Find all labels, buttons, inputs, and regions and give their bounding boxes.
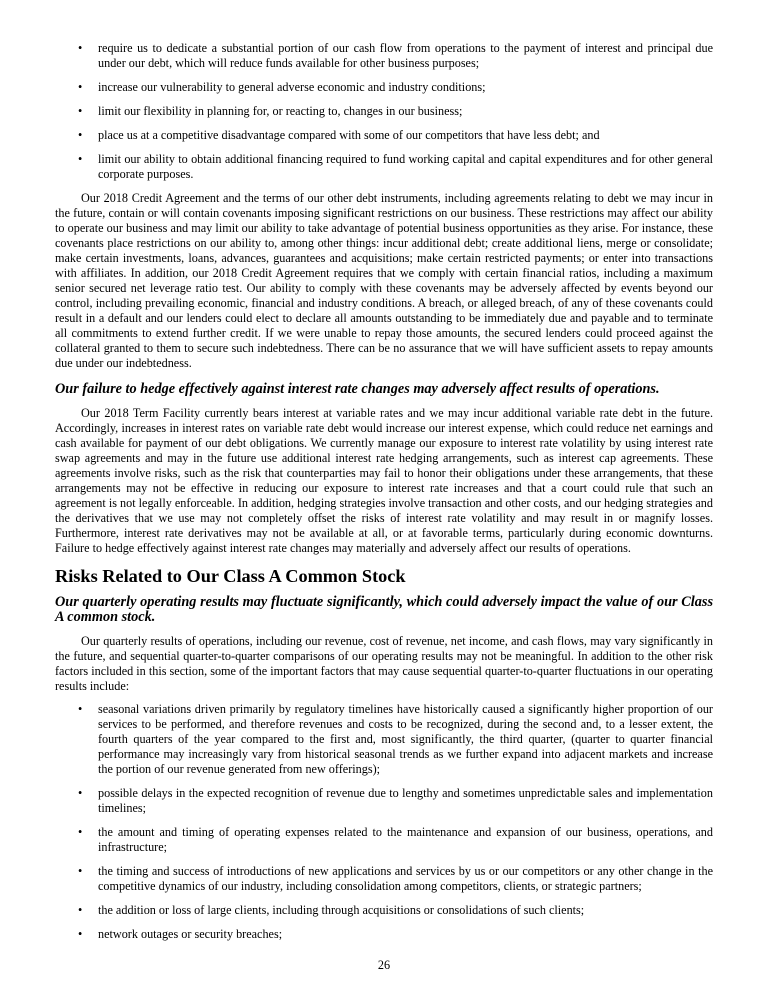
- bullet-marker: •: [78, 864, 83, 878]
- bullet-text: the timing and success of introductions of new applications and services by us or our competitors or any other change in the competitive dynamics of our industry, including consolidation among competitors, clients, or strategic partners;: [98, 864, 713, 893]
- bullet-text: increase our vulnerability to general adverse economic and industry conditions;: [98, 80, 486, 94]
- bullet-marker: •: [78, 702, 83, 716]
- bullet-marker: •: [78, 825, 83, 839]
- risk-heading-hedging: Our failure to hedge effectively against interest rate changes may adversely affect results of operations.: [55, 381, 660, 397]
- bullet-text: limit our ability to obtain additional financing required to fund working capital and capital expenditures and for other general corporate purposes.: [98, 152, 713, 181]
- bullet-item: [75, 702, 713, 777]
- bullet-list-debt-consequences: [55, 41, 713, 182]
- bullet-marker: •: [78, 786, 83, 800]
- bullet-item: [75, 927, 713, 942]
- bullet-marker: •: [78, 80, 83, 94]
- bullet-item: [75, 128, 713, 143]
- bullet-item: [75, 80, 713, 95]
- bullet-text: the addition or loss of large clients, including through acquisitions or consolidations of such clients;: [98, 903, 585, 917]
- section-heading-class-a-stock: Risks Related to Our Class A Common Stock: [55, 566, 406, 586]
- bullet-item: [75, 41, 713, 71]
- bullet-text: place us at a competitive disadvantage compared with some of our competitors that have less debt; and: [98, 128, 600, 142]
- paragraph-credit-agreement: Our 2018 Credit Agreement and the terms of our other debt instruments, including agreements relating to debt we may incur in the future, contain or will contain covenants imposing significant restrictions on our business. These restrictions may affect our ability to operate our business and may limit our ability to take advantage of potential business opportunities as they arise. For instance, these covenants place restrictions on our ability to, among other things: incur additional debt; create additional liens, merge or consolidate; make certain investments, loans, advances, guarantees and acquisitions; make certain restricted payments; or enter into transactions with affiliates. In addition, our 2018 Credit Agreement requires that we comply with certain financial ratios, including a maximum senior secured net leverage ratio test. Our ability to comply with these covenants may be adversely affected by events beyond our control, including prevailing economic, financial and industry conditions. A breach, or alleged breach, of any of these covenants could result in a default and our lenders could elect to declare all amounts outstanding to be immediately due and payable and to terminate all commitments to extend further credit. If we were unable to repay those amounts, the secured lenders could proceed against the collateral granted to them to secure such indebtedness. There can be no assurance that we will have sufficient assets to repay amounts due under our indebtedness.: [55, 191, 713, 370]
- page-number: 26: [377, 958, 391, 972]
- bullet-text: network outages or security breaches;: [98, 927, 283, 941]
- bullet-text: require us to dedicate a substantial portion of our cash flow from operations to the payment of interest and principal due under our debt, which will reduce funds available for other business purposes;: [98, 41, 713, 70]
- bullet-list-quarterly-factors: [55, 702, 713, 942]
- bullet-text: the amount and timing of operating expenses related to the maintenance and expansion of our business, operations, and infrastructure;: [98, 825, 713, 854]
- bullet-marker: •: [78, 41, 83, 55]
- bullet-item: [75, 825, 713, 855]
- paragraph-hedging: Our 2018 Term Facility currently bears interest at variable rates and we may incur additional variable rate debt in the future. Accordingly, increases in interest rates on variable rate debt would increase our interest expense, which could reduce net earnings and cash available for payment of our debt obligations. We currently manage our exposure to interest rate volatility by using interest rate swap agreements and may in the future use additional interest rate hedging arrangements, such as interest cap agreements. These agreements involve risks, such as the risk that counterparties may fail to honor their obligations under these arrangements, that these arrangements may not be effective in reducing our exposure to interest rate increases and that a court could rule that such an agreement is not legally enforceable. In addition, hedging strategies involve transaction and other costs, and our hedging strategies and the derivatives that we use may not completely offset the risks of interest rate volatility and may result in or magnify losses. Furthermore, interest rate derivatives may not be available at all, or at favorable terms, particularly during economic downturns. Failure to hedge effectively against interest rate changes may materially and adversely affect our results of operations.: [55, 406, 713, 555]
- page-footer: [0, 958, 768, 973]
- bullet-item: [75, 903, 713, 918]
- paragraph-quarterly-results: Our quarterly results of operations, including our revenue, cost of revenue, net income, and cash flows, may vary significantly in the future, and sequential quarter-to-quarter comparisons of our operating results may not be meaningful. In addition to the other risk factors included in this section, some of the important factors that may cause sequential quarter-to-quarter fluctuations in our operating results include:: [55, 634, 713, 693]
- bullet-marker: •: [78, 104, 83, 118]
- bullet-text: limit our flexibility in planning for, or reacting to, changes in our business;: [98, 104, 463, 118]
- bullet-item: [75, 864, 713, 894]
- bullet-marker: •: [78, 927, 83, 941]
- bullet-marker: •: [78, 128, 83, 142]
- bullet-marker: •: [78, 152, 83, 166]
- risk-heading-quarterly-results: Our quarterly operating results may fluctuate significantly, which could adversely impact the value of our Class A common stock.: [55, 594, 713, 625]
- bullet-marker: •: [78, 903, 83, 917]
- bullet-item: [75, 152, 713, 182]
- bullet-text: seasonal variations driven primarily by regulatory timelines have historically caused a significantly higher proportion of our services to be performed, and therefore revenues and costs to be recognized, during the second and, to a lesser extent, the fourth quarters of the year compared to the first and, most significantly, the third quarter, (quarter to quarter financial performance may increasingly vary from historical seasonal trends as we further expand into adjacent markets and increase the portion of our revenue generated from new offerings);: [98, 702, 713, 776]
- bullet-item: [75, 104, 713, 119]
- bullet-text: possible delays in the expected recognition of revenue due to lengthy and sometimes unpredictable sales and implementation timelines;: [98, 786, 713, 815]
- bullet-item: [75, 786, 713, 816]
